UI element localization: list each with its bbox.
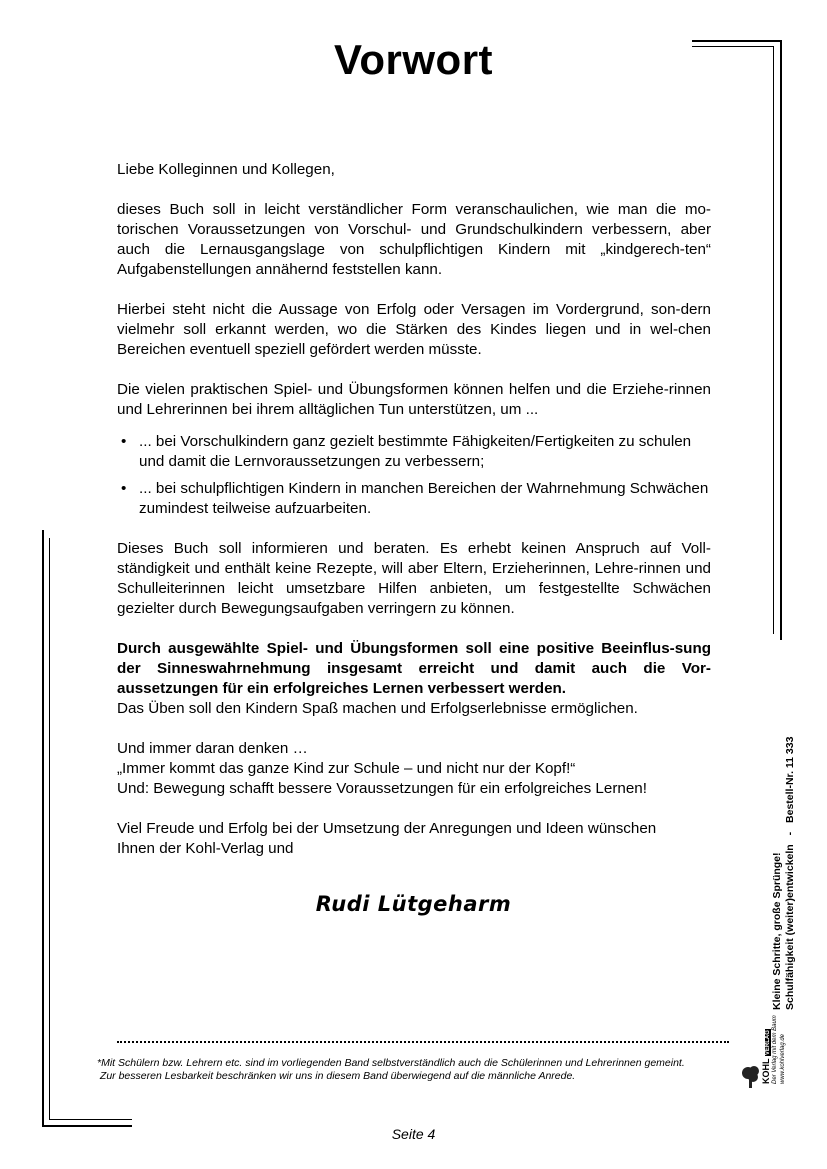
bullet-list bbox=[117, 432, 711, 519]
paragraph-1: dieses Buch soll in leicht verständlicher Form veranschaulichen, wie man die mo-torischen Voraussetzungen von Vorschul- und Grundschulkindern verbessern, aber auch die Lernausgangslage von schulpflichtigen Kindern mit „kindgerech-ten“ Aufgabenstellungen annähernd feststellen kann. bbox=[117, 201, 711, 278]
sidebar-order-number: Bestell-Nr. 11 333 bbox=[784, 736, 796, 823]
sidebar-book-title: Kleine Schritte, große Sprünge! bbox=[771, 852, 783, 1010]
frame-top-right-inner-h bbox=[692, 46, 774, 47]
frame-top-right-inner-v bbox=[773, 46, 774, 634]
list-item bbox=[83, 479, 711, 519]
sidebar-book-subtitle: Schulfähigkeit (weiter)entwickeln bbox=[784, 844, 796, 1010]
footnote-divider bbox=[117, 1041, 729, 1043]
sidebar-book-info bbox=[784, 737, 797, 1010]
publisher-logo bbox=[738, 1015, 788, 1086]
footnote-line-1: *Mit Schülern bzw. Lehrern etc. sind im vorliegenden Band selbstverständlich auch die Schülerinnen und Lehrerinnen gemeint. bbox=[97, 1057, 685, 1069]
paragraph-7-line-2: Ihnen der Kohl-Verlag und bbox=[117, 840, 294, 857]
salutation: Liebe Kolleginnen und Kollegen, bbox=[117, 161, 335, 178]
bullet-text-1: ... bei Vorschulkindern ganz gezielt bestimmte Fähigkeiten/Fertigkeiten zu schulen und damit die Lernvoraussetzungen zu verbessern; bbox=[139, 433, 692, 470]
signature: Rudi Lütgeharm bbox=[315, 892, 512, 916]
paragraph-6-line-1: Und immer daran denken … bbox=[117, 740, 308, 757]
paragraph-4: Dieses Buch soll informieren und beraten. Es erhebt keinen Anspruch auf Voll-ständigkeit und enthält keine Rezepte, will aber Eltern, Erzieherinnen, Lehre-rinnen und Schulleiterinnen leicht umsetzbare Hilfen anbieten, um festgestellte Schwächen gezielter durch Bewegungsaufgaben verringern zu können. bbox=[117, 540, 711, 617]
paragraph-7-line-1: Viel Freude und Erfolg bei der Umsetzung der Anregungen und Ideen wünschen bbox=[117, 820, 657, 837]
frame-bottom-left-inner-h bbox=[49, 1119, 132, 1120]
frame-top-right-outer-v bbox=[780, 40, 782, 640]
paragraph-6-line-3: Und: Bewegung schafft bessere Voraussetzungen für ein erfolgreiches Lernen! bbox=[117, 780, 647, 797]
sidebar-separator: - bbox=[784, 831, 796, 836]
publisher-slogan: Der Verlag mit dem Baum bbox=[772, 1015, 778, 1084]
page-number: Seite 4 bbox=[391, 1126, 436, 1142]
publisher-badge: VERLAG bbox=[765, 1030, 771, 1056]
paragraph-5-bold: Durch ausgewählte Spiel- und Übungsformen soll eine positive Beeinflus-sung der Sinneswahrnehmung insgesamt erreicht und damit auch die Vor-aussetzungen für ein erfolgreiches Lernen verbessert werden. bbox=[117, 640, 711, 697]
bullet-text-2: ... bei schulpflichtigen Kindern in manchen Bereichen der Wahrnehmung Schwächen zumindest teilweise aufzuarbeiten. bbox=[139, 480, 709, 517]
frame-top-right-outer-h bbox=[692, 40, 782, 42]
bullet-icon: • bbox=[121, 480, 127, 497]
paragraph-3: Die vielen praktischen Spiel- und Übungsformen können helfen und die Erziehe-rinnen und Lehrerinnen bei ihrem alltäglichen Tun unterstützen, um ... bbox=[117, 381, 711, 418]
list-item bbox=[83, 432, 711, 472]
footnote bbox=[97, 1057, 737, 1083]
publisher-name: KOHL VERLAG bbox=[761, 1030, 771, 1084]
paragraph-5: Das Üben soll den Kindern Spaß machen und Erfolgserlebnisse ermöglichen. bbox=[117, 700, 638, 717]
bullet-icon: • bbox=[121, 433, 127, 450]
frame-bottom-left-outer-v bbox=[42, 530, 44, 1127]
page-title: Vorwort bbox=[333, 36, 494, 83]
tree-icon bbox=[740, 1064, 762, 1088]
body-text bbox=[117, 160, 711, 859]
footnote-line-2: Zur besseren Lesbarkeit beschränken wir uns in diesem Band überwiegend auf die männliche Anrede. bbox=[97, 1070, 576, 1082]
publisher-website: www.kohlverlag.de bbox=[780, 1033, 786, 1084]
paragraph-2: Hierbei steht nicht die Aussage von Erfolg oder Versagen im Vordergrund, son-dern vielmehr soll erkannt werden, wo die Stärken des Kindes liegen und in wel-chen Bereichen eventuell speziell gefördert werden müsste. bbox=[117, 301, 711, 358]
frame-bottom-left-inner-v bbox=[49, 538, 50, 1120]
paragraph-6-line-2: „Immer kommt das ganze Kind zur Schule – und nicht nur der Kopf!“ bbox=[117, 760, 576, 777]
